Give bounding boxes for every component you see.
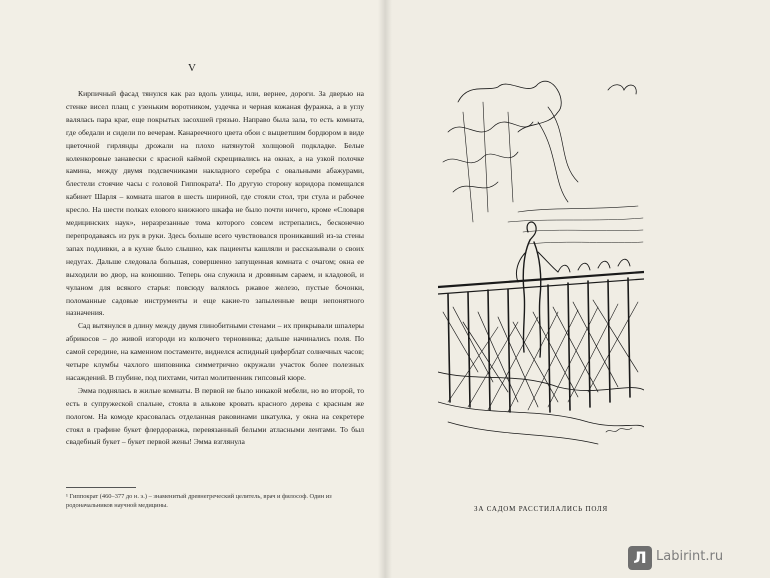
watermark-text: Labirint.ru bbox=[656, 549, 724, 564]
ink-illustration bbox=[438, 72, 644, 452]
labirint-watermark bbox=[628, 543, 766, 573]
footnote-rule bbox=[66, 487, 136, 488]
labirint-logo-icon: Л bbox=[628, 546, 652, 570]
chapter-number: V bbox=[188, 62, 197, 74]
paragraph: Эмма поднялась в жилые комнаты. В первой не было никакой мебели, но во второй, то есть в супружеской спальне, стояла в алькове кровать красного дерева с красным же пологом. На комоде красовалась отделанная раковинами шкатулка, у окна на секретере стоял в графине букет флердоранжа, перевязанный белыми атласными лентами. То был свадебный букет – букет первой жены! Эмма взглянула bbox=[66, 385, 364, 447]
footnote: ¹ Гиппократ (460–377 до н. э.) – знаменитый древнегреческий целитель, врач и философ. Один из родоначальников научной медицины. bbox=[66, 493, 332, 509]
book-gutter bbox=[378, 0, 392, 578]
paragraph: Сад вытянулся в длину между двумя глинобитными стенами – их прикрывали шпалеры абрикосов – до живой изгороди из колючего терновника; дальше начинались поля. По самой середине, на каменном постаменте, виднелся аспидный циферблат солнечных часов; четыре клумбы чахлого шиповника симметрично окружали участок более полезных насаждений. В глубине, под пихтами, читал молитвенник гипсовый кюре. bbox=[66, 321, 364, 382]
paragraph: Кирпичный фасад тянулся как раз вдоль улицы, или, вернее, дороги. За дверью на стенке висел плащ с узеньким воротником, уздечка и черная кожаная фуражка, а в углу валялась пара краг, еще покрытых засохшей грязью. Направо была зала, то есть комната, где обедали и сидели по вечерам. Канареечного цвета обои с выцветшим бордюром в виде цветочной гирлянды дрожали на плохо натянутой холщовой подкладке. Белые коленкоровые занавески с красной каймой скрещивались на окнах, а на узкой полочке камина, между двумя подсвечниками накладного серебра с овальными абажурами, блестели стоячие часы с головой Гиппократа¹. По другую сторону коридора помещался кабинет Шарля – комната шагов в шесть шириной, где стояли стол, три стула и рабочее кресло. На шести полках елового книжного шкафа не было почти ничего, кроме «Словаря медицинских наук», неразрезанные тома которого совсем истрепались, бесконечно перепродаваясь из рук в руки. Здесь больше всего чувствовался проникавший из-за стены запах подливки, а в кухне было слышно, как пациенты кашляли и рассказывали о своих недугах. Дальше следовала большая, совершенно запущенная комната с очагом; окна ее выходили во двор, на конюшню. Теперь она служила и дровяным сараем, и кладовой, и чуланом для всякого старья: повсюду валялось ржавое железо, пустые бочонки, поломанные садовые инструменты и еще какие-то запыленные вещи непонятного назначения. bbox=[66, 89, 364, 318]
illustration-caption: ЗА САДОМ РАССТИЛАЛИСЬ ПОЛЯ bbox=[474, 505, 608, 513]
body-text bbox=[66, 88, 364, 449]
